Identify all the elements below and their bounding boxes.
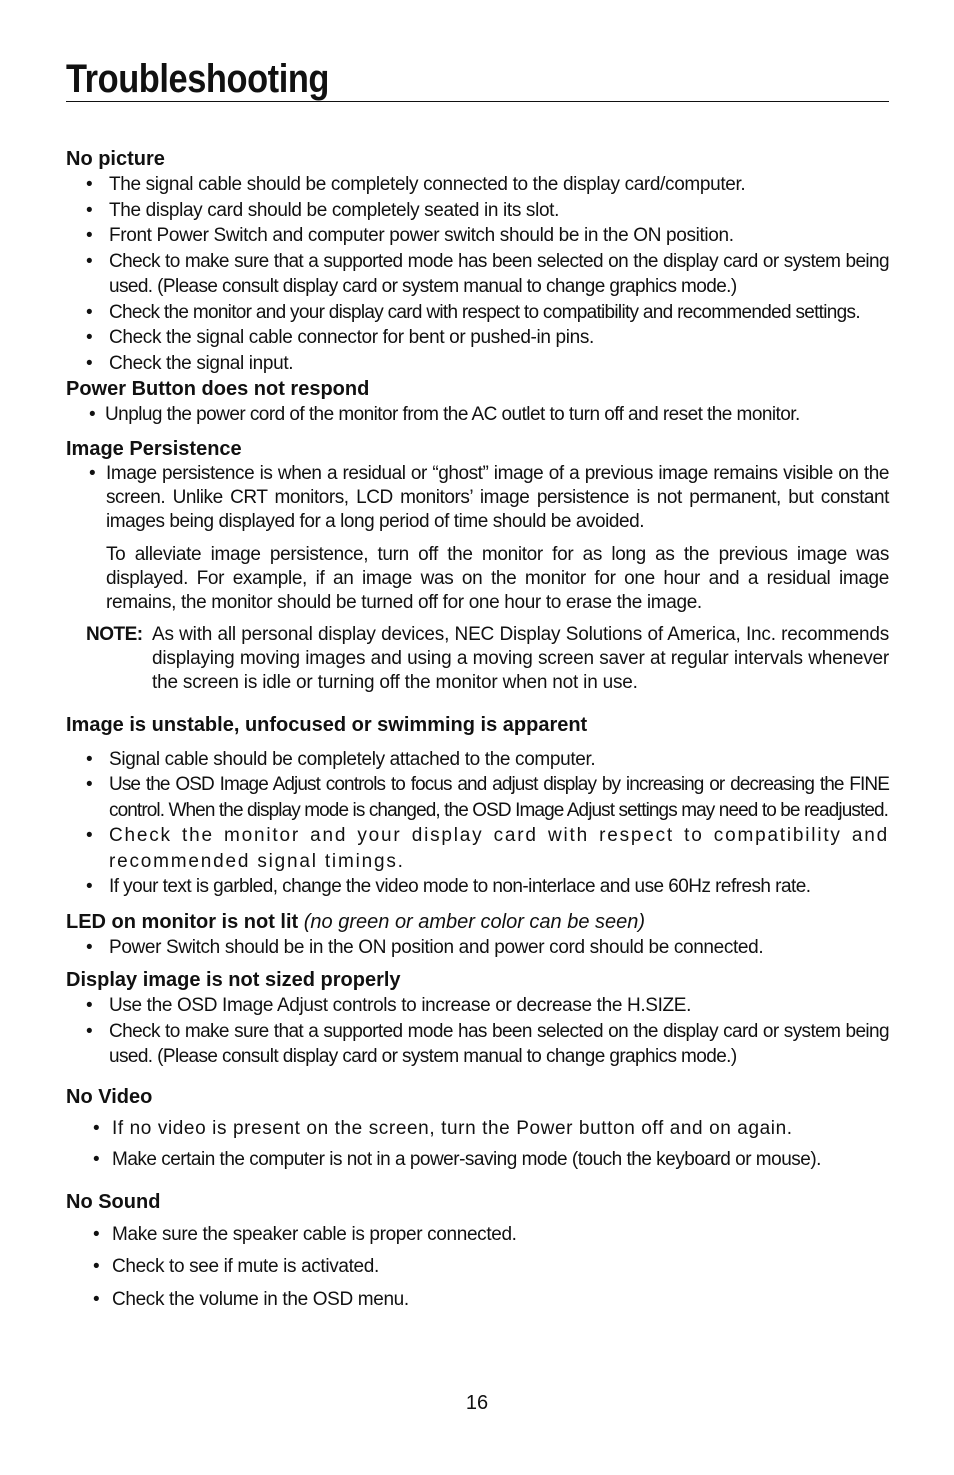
list-item: • Check the monitor and your display card with respect to compatibility and recommended signal timings. <box>66 823 889 874</box>
section-heading: Display image is not sized properly <box>66 969 401 991</box>
note-text: As with all personal display devices, NEC Display Solutions of America, Inc. recommends displaying moving images and using a moving screen saver at regular intervals whenever the screen is idle or turning off the monitor when not in use. <box>152 623 889 693</box>
list-item: • Check to make sure that a supported mode has been selected on the display card or system being used. (Please consult display card or system manual to change graphics mode.) <box>66 1019 889 1070</box>
list-item: • Power Switch should be in the ON position and power cord should be connected. <box>66 935 889 961</box>
list-item: • Check to see if mute is activated. <box>66 1254 889 1280</box>
bullet-list <box>66 1116 889 1173</box>
section-display-size <box>66 967 889 1070</box>
list-item: • Check the volume in the OSD menu. <box>66 1287 889 1313</box>
section-heading: No Video <box>66 1085 153 1108</box>
bullet-list <box>66 462 889 534</box>
bullet-list <box>66 402 889 428</box>
list-item: • The signal cable should be completely connected to the display card/computer. <box>66 172 889 198</box>
list-item: • Make certain the computer is not in a power-saving mode (touch the keyboard or mouse). <box>66 1147 889 1173</box>
heading-text: LED on monitor is not lit <box>66 910 299 933</box>
title-underline <box>66 101 889 102</box>
list-item: • Use the OSD Image Adjust controls to focus and adjust display by increasing or decreasing the FINE control. When the display mode is changed, the OSD Image Adjust settings may need to be readjusted. <box>66 772 889 823</box>
list-item: • Image persistence is when a residual or “ghost” image of a previous image remains visible on the screen. Unlike CRT monitors, LCD monitors’ image persistence is not permanent, but constant images being displayed for a long period of time should be avoided. <box>66 462 889 534</box>
section-heading: No Sound <box>66 1190 161 1213</box>
bullet-list <box>66 993 889 1070</box>
list-item: • Signal cable should be completely attached to the computer. <box>66 747 889 773</box>
list-item: • Make sure the speaker cable is proper connected. <box>66 1222 889 1248</box>
troubleshooting-content <box>66 146 889 1312</box>
bullet-list <box>66 747 889 900</box>
list-item: • The display card should be completely seated in its slot. <box>66 198 889 224</box>
list-item: • Check the signal input. <box>66 351 889 377</box>
section-heading: No picture <box>66 148 165 170</box>
section-image-persistence <box>66 436 889 695</box>
section-heading: Power Button does not respond <box>66 378 370 400</box>
list-item: • Check to make sure that a supported mode has been selected on the display card or system being used. (Please consult display card or system manual to change graphics mode.) <box>66 249 889 300</box>
persistence-paragraph: To alleviate image persistence, turn off the monitor for as long as the previous image was displayed. For example, if an image was on the monitor for one hour and a residual image remains, the monitor should be turned off for one hour to erase the image. <box>106 543 889 613</box>
note-label: NOTE: <box>86 623 143 645</box>
section-image-unstable <box>66 712 889 900</box>
section-heading <box>66 909 889 935</box>
bullet-list <box>66 935 889 961</box>
page-number: 16 <box>465 1392 489 1414</box>
section-led-not-lit <box>66 909 889 961</box>
section-no-picture <box>66 146 889 376</box>
note-block <box>66 623 889 695</box>
page-title: Troubleshooting <box>66 57 329 101</box>
heading-note: (no green or amber color can be seen) <box>303 910 646 933</box>
list-item: • If your text is garbled, change the video mode to non-interlace and use 60Hz refresh rate. <box>66 874 889 900</box>
section-heading: Image Persistence <box>66 437 242 460</box>
bullet-list <box>66 172 889 376</box>
list-item: • Front Power Switch and computer power switch should be in the ON position. <box>66 223 889 249</box>
list-item: • Use the OSD Image Adjust controls to increase or decrease the H.SIZE. <box>66 993 889 1019</box>
list-item: • Check the monitor and your display card with respect to compatibility and recommended settings. <box>66 300 889 326</box>
bullet-list <box>66 1222 889 1313</box>
section-no-sound <box>66 1189 889 1313</box>
section-no-video <box>66 1084 889 1173</box>
section-power-button <box>66 376 889 428</box>
section-heading: Image is unstable, unfocused or swimming is apparent <box>66 713 588 736</box>
list-item: • Unplug the power cord of the monitor from the AC outlet to turn off and reset the monitor. <box>66 402 889 428</box>
list-item: • If no video is present on the screen, turn the Power button off and on again. <box>66 1116 889 1142</box>
list-item: • Check the signal cable connector for bent or pushed-in pins. <box>66 325 889 351</box>
